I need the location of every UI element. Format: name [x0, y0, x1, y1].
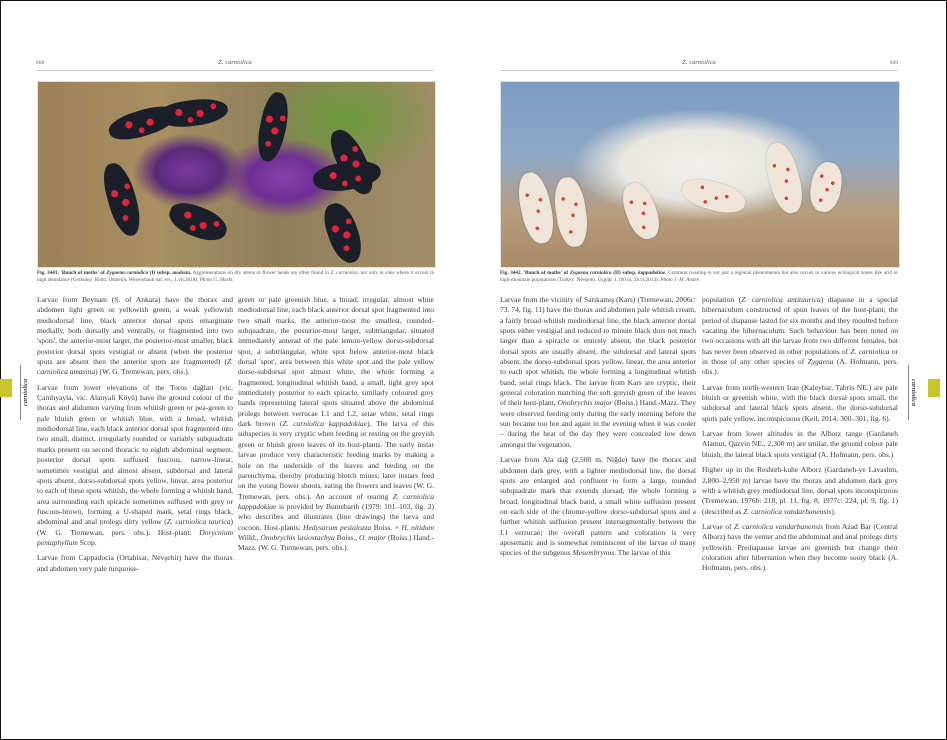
ssp-label: (II) subsp.	[613, 270, 637, 276]
figure-title: 'Bunch of moths' of	[523, 270, 569, 276]
paragraph: Larvae from lower altitudes in the Alborz range (Gardaneh Alamut, Qazvin NE., 2,300 m) are smilar, the ground colour pale bluish, the lateral black spots vestigial (A. Hofmann, pers. obs.)	[702, 429, 898, 459]
paragraph: Larvae from Cappadocia (Ortahisar, Nevşehir) have the thorax and abdomen very pale turquoise-	[37, 553, 233, 573]
species-name: Z. carniolica	[330, 270, 358, 276]
running-head	[36, 58, 434, 71]
paragraph: Higher up in the Reshteh-kuhe Alborz (Gardaneh-ye Lavashm, 2,800–2,950 m) larvae have the thorax and abdomen dark grey with a whitish grey mediodorsal line, dorsal spots inconspicuous (Tremewan, 1976b: 218, pl. 11, fig. 8; 1977c: 224, pl. 9, fig. 1) (described as Z. carniolica vandarbanensis).	[702, 465, 898, 516]
running-title: Z. carniolica	[218, 59, 252, 66]
thumb-tab-label: carniolica	[20, 365, 29, 420]
moth-shape	[165, 198, 232, 247]
paragraph: Larvae from the vicinity of Sarıkamış (Kars) (Tremewan, 2006c: 73, 74, fig. 11) have the thorax and abdomen pale whitish cream, a fairly broad whitish mediodorsal line, the black anterior dorsal spots either vestigial and reduced to minute black dots not much larger than a spiracle or entirely absent, the black posterior dorsal spots are usually absent, the subdorsal and lateral spots absent, the dorso-subdorsal spots yellow, linear, the area anterior to each spot whitish, the whole forming a longitudinal whitish band, setal rings black. The larvae from Kars are cryptic, their general coloration matching the soft greyish green of the leaves of their host-plant, Onobrychis major (Boiss.) Hand.-Mazz. They were observed feeding only during the early morning before the sun became too hot and again in the evening when it was cooler – during the heat of the day they were concealed low down amongst the vegetation.	[500, 295, 696, 449]
running-head	[500, 58, 898, 71]
page-number: 669	[889, 60, 898, 66]
running-title: Z. carniolica	[682, 59, 716, 66]
caption-text: , not only in sites where it occurs in high abundance (Germany: Rhön, Ostheim, Weyershauk nat. res., 1.vii.2018).	[37, 270, 435, 283]
moth-shape	[551, 175, 590, 248]
caption-text: Common roosting is not just a regional phenomenon but also occurs in various ecological zones like arid or high-mountain populations (Turkey: Nevşehir, Üçgüp, 1,100 m, 28.vi.2014).	[500, 270, 898, 283]
moth-shape	[617, 179, 665, 244]
photo-credit: Photo G. Markl.	[199, 277, 234, 283]
subspecies-name: kappadokiae.	[638, 270, 667, 276]
moth-shape	[99, 160, 145, 240]
page-number: 668	[36, 60, 45, 66]
figure-photo	[37, 81, 436, 268]
moth-shape	[514, 170, 558, 247]
figure-number: Fig. 3442.	[500, 270, 522, 276]
text-column-2	[702, 295, 898, 579]
moth-shape	[807, 160, 845, 214]
paragraph: Larvae from lower elevations of the Toros dağları (vic. Çamlıyayla, vic. Alanyali Köyü) have the ground colour of the thorax and abdomen varying from whitish green or pea-green to pale bluish green or whitish blue, with a broad, whitish mediodorsal line, each black anterior dorsal spot fragmented into two small, distinct, irregularly rounded or variably subquadrate marks present on second thoracic to eighth abdominal segment, posterior dorsal spots suffused fuscous, narrow-linear, sometimes vestigial and almost absent, subdorsal and lateral spots absent, dorso-subdorsal spots yellow, linear, area posterior to each of these spots whitish, the whole forming a whitish band, area surrounding each spiracle sometimes suffused with grey or fuscous-brown, forming a U-shaped mark, setal rings black, abdominal and anal prolegs dirty yellow (Z. carniolica taurica) (W. G. Tremewan, pers. obs.). Host-plant: Dorycnium pentaphyllum Scop.	[37, 382, 233, 547]
paragraph: Larvae from north-western Iran (Kaleybar, Tabris NE.) are pale bluish or greenish white, with the black dorsal spots small, the subdorsal and lateral black spots absent, the dorso-subdorsal spots pale yellow, inconspicuous (Keil, 2014: 300–301, fig. 6).	[702, 382, 898, 423]
caption-text: Agglomerations on dry stems or flower heads are often found in	[192, 270, 329, 276]
figure-photo	[500, 81, 900, 268]
figure-title: 'Bunch of moths' of	[60, 270, 105, 276]
ssp-label: (I) subsp.	[149, 270, 171, 276]
paragraph: Larvae of Z. carniolica vandarbanensis from Azad Bar (Central Alborz) have the venter and the abdominal and anal prolegs dirty yellowish. Prediapause larvae are greenish but change their coloration after hibernation when they become sooty black (A. Hofmann, pers. obs.).	[702, 521, 898, 573]
thumb-tab-label: carniolica	[908, 365, 918, 420]
tab-color-marker	[0, 379, 12, 397]
text-column-2	[238, 295, 434, 559]
thumb-index-tab	[902, 365, 942, 425]
photo-moths-on-thistle	[38, 82, 435, 267]
paragraph: green or pale greenish blue, a broad, irregular, almost white mediodorsal line, each black anterior dorsal spot fragmented into two small marks, the anterior-most the smallest, rounded-subquadrate, the posterior-most larger, subtriangular, situated immediately anterad of the pale lemon-yellow dorso-subdorsal spot, a subtriangular, white spot below anterior-most black dorsal 'spot', area between this white spot and the pale yellow dorso-subdorsal spot almost white, the whole forming a fragmented, longitudinal whitish band, a small, light grey spot immediately posterior to each spiracle, similarly coloured grey bands representing lateral spots situated above the abdominal prolegs between verrucae L1 and L2, setae white, setal rings dark brown (Z. carniolica kappadokiae). The larva of this subspecies is very cryptic when feeding or resting on the greyish green or bluish green leaves of its host-plants. The early instar larvae produce very characteristic feeding marks by making a hole on the underside of the leaves and feeding on the parenchyma, thereby producing blotch mines; later instars feed on the young flower shoots, eating the flowers and leaves (W. G. Tremewan, pers. obs.). An account of rearing Z. carniolica kappadokiae is provided by Buntebarth (1979: 101–103, fig. 2) who describes and illustrates (line drawings) the larva and cocoon. Host-plants: Hedysarum pestalozza Boiss. × H. nitidum Willd., Onobrychis lasiostachya Boiss., O. major (Boiss.) Hand.-Mazz. (W. G. Tremewan, pers. obs.).	[238, 295, 434, 553]
moth-shape	[319, 199, 367, 267]
moth-shape	[253, 90, 293, 164]
right-page	[470, 0, 947, 740]
moth-shape	[760, 139, 808, 216]
photo-credit: Photo J.-M. André.	[660, 277, 701, 283]
species-name: Zygaena carniolica	[569, 270, 612, 276]
tab-color-marker	[928, 379, 940, 397]
moth-shape	[678, 174, 748, 218]
left-page	[0, 0, 470, 740]
species-name: Zygaena carniolica	[106, 270, 149, 276]
paragraph: Larvae from Beynam (S. of Ankara) have the thorax and abdomen light green or yellowish green, a weak yellowish mediodorsal line, black anterior dorsal spots emarginate medially, both dorsally and ventrally, or fragmented into two 'spots', the anterior-most larger, the posterior-most smaller, black posterior dorsal spots vestigial or absent (when the posterior spots are absent then the anterior spots are fragmented) (Z. carniolica amasina) (W. G. Tremewan, pers. obs.).	[37, 295, 233, 377]
text-column-1	[500, 295, 696, 564]
figure-caption	[37, 270, 434, 284]
text-column-1	[37, 295, 233, 579]
thumb-index-tab	[0, 365, 29, 425]
subspecies-name: modesta.	[172, 270, 192, 276]
figure-number: Fig. 3441.	[37, 270, 59, 276]
paragraph: Larvae from Ala dağ (2,500 m, Niğde) have the thorax and abdomen dark grey, with a lighter mediodorsal line, the dorsal spots are enlarged and confluent to form a large, rounded subquadrate mark that extends dorsad, the whole forming a broad, longitudinal black band, a small white suffusion present on each side of the chrome-yellow dorso-subdorsal spots and a further whitish suffusion present intersegmentally between the L1 verrucae; the overall pattern and coloration is very aposematic and is somewhat reminiscent of the larvae of many species of the subgenus Mesembrynus. The larvae of this	[500, 455, 696, 558]
paragraph: population (Z. carniolica antitaurica) diapause in a special hibernaculum constructed of spun leaves of the host-plant; the period of diapause lasted for six months and they moulted before vacating the hibernaculum. Such behaviour has been noted on two occasions with all the larvae from two different females, but has never been observed in other populations of Z. carniolica or in those of any other species of Zygaena (A. Hofmann, pers. obs.).	[702, 295, 898, 377]
figure-caption	[500, 270, 898, 284]
photo-moths-on-umbel	[501, 82, 899, 267]
